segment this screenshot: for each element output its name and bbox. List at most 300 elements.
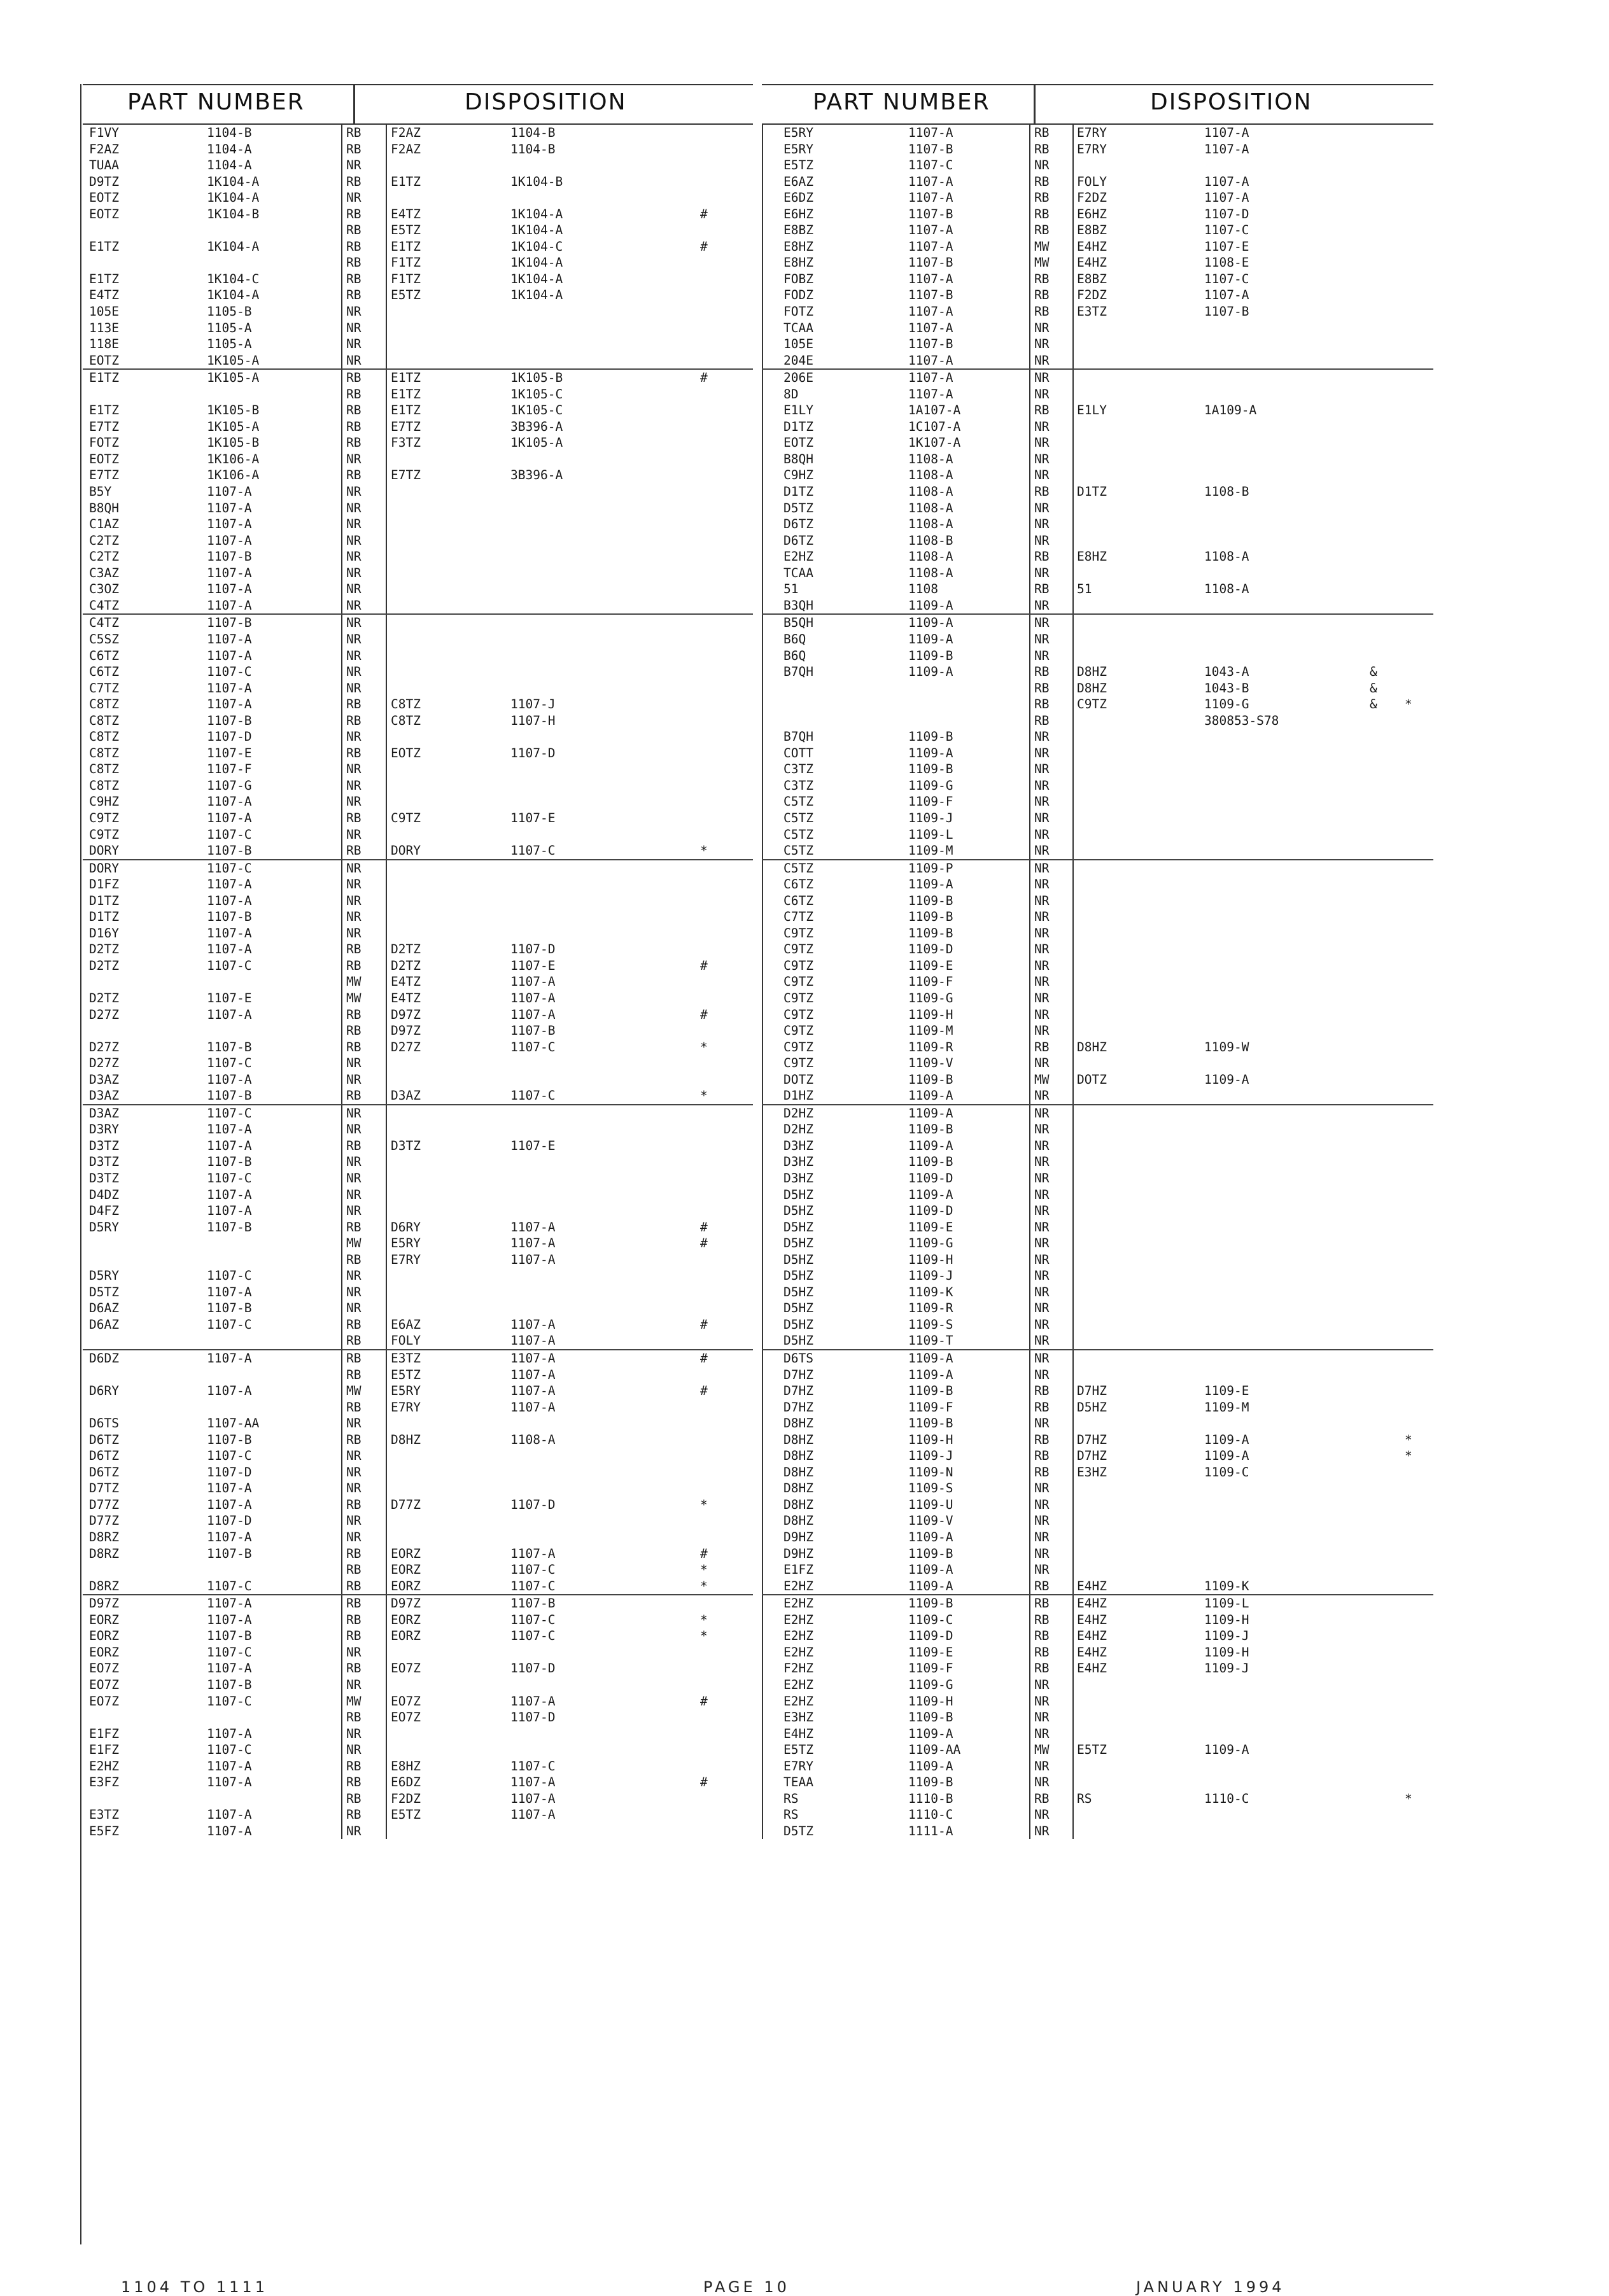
- left-table-row: [83, 1807, 753, 1823]
- new-prefix: EORZ: [391, 1612, 421, 1627]
- disposition-code: NR: [346, 631, 362, 647]
- part-prefix: D9TZ: [89, 174, 119, 189]
- part-base: 1107-A: [207, 1203, 252, 1219]
- new-base: 1109-H: [1204, 1644, 1249, 1660]
- part-base: 1K107-A: [908, 435, 961, 451]
- part-prefix: B6Q: [783, 631, 806, 647]
- part-base: 1K106-A: [207, 468, 260, 483]
- disposition-code: NR: [1034, 1236, 1050, 1251]
- left-table-row: [83, 1203, 753, 1219]
- new-base: 1107-C: [510, 1088, 556, 1103]
- part-prefix: E1TZ: [89, 403, 119, 418]
- part-base: 1109-H: [908, 1252, 953, 1267]
- new-base: 1107-C: [510, 1578, 556, 1593]
- new-base: 1107-A: [510, 1333, 556, 1348]
- new-prefix: E5TZ: [1077, 1742, 1107, 1758]
- part-prefix: D9HZ: [783, 1530, 813, 1545]
- part-prefix: E1FZ: [783, 1562, 813, 1578]
- part-base: 1107-A: [207, 1530, 252, 1545]
- new-base: 1107-C: [1204, 271, 1249, 286]
- left-table-row: [83, 1432, 753, 1448]
- part-prefix: D6TZ: [783, 533, 813, 548]
- new-prefix: F2DZ: [1077, 190, 1107, 206]
- part-base: 1109-G: [908, 778, 953, 793]
- disposition-code: RB: [346, 1219, 362, 1235]
- new-base: 1107-E: [510, 958, 556, 973]
- left-table-row: [83, 1513, 753, 1529]
- left-table-row: [83, 1072, 753, 1088]
- part-prefix: C3TZ: [783, 762, 813, 777]
- new-base: 1110-C: [1204, 1791, 1249, 1806]
- part-prefix: C1AZ: [89, 517, 119, 532]
- disposition-code: RB: [1034, 713, 1050, 728]
- new-prefix: D7HZ: [1077, 1448, 1107, 1464]
- part-prefix: E2HZ: [783, 1612, 813, 1627]
- right-table-row: [762, 565, 1433, 582]
- part-base: 1108-A: [908, 484, 953, 500]
- disposition-code: NR: [1034, 419, 1050, 434]
- disposition-code: RB: [1034, 1644, 1050, 1660]
- left-table-row: [83, 1529, 753, 1546]
- disposition-code: NR: [346, 1284, 362, 1299]
- disposition-code: RB: [346, 942, 362, 957]
- new-prefix: FOLY: [391, 1333, 421, 1348]
- new-prefix: EORZ: [391, 1628, 421, 1644]
- new-base: 1107-D: [510, 1497, 556, 1512]
- part-base: 1105-A: [207, 320, 252, 335]
- right-table-row: [762, 1007, 1433, 1023]
- disposition-code: RB: [1034, 206, 1050, 221]
- disposition-code: RB: [1034, 680, 1050, 696]
- left-table-row: [83, 1170, 753, 1187]
- part-base: 1107-A: [207, 1187, 252, 1202]
- part-base: 1109-F: [908, 974, 953, 990]
- part-prefix: C9TZ: [783, 942, 813, 957]
- left-table-row: [83, 843, 753, 859]
- part-prefix: D3TZ: [89, 1154, 119, 1170]
- new-prefix: E6DZ: [391, 1775, 421, 1790]
- left-table-row: [83, 778, 753, 794]
- part-prefix: TEAA: [783, 1775, 813, 1790]
- part-prefix: EOTZ: [783, 435, 813, 451]
- part-base: 1107-A: [207, 500, 252, 515]
- part-base: 1109-F: [908, 1399, 953, 1415]
- left-header-divider: [353, 85, 355, 125]
- left-table-row: [83, 1562, 753, 1578]
- part-prefix: 118E: [89, 337, 119, 352]
- left-table-row: [83, 271, 753, 288]
- part-base: 1107-A: [207, 533, 252, 548]
- new-prefix: D6RY: [391, 1219, 421, 1235]
- right-table-row: [762, 1464, 1433, 1481]
- left-table-row: [83, 1677, 753, 1693]
- part-prefix: C6TZ: [783, 877, 813, 892]
- part-prefix: D4FZ: [89, 1203, 119, 1219]
- new-prefix: E5TZ: [391, 288, 421, 303]
- disposition-code: NR: [346, 304, 362, 319]
- part-prefix: C2TZ: [89, 533, 119, 548]
- part-base: 1109-R: [908, 1301, 953, 1316]
- disposition-code: RB: [1034, 1612, 1050, 1627]
- left-table-row: [83, 1219, 753, 1236]
- left-table-row: [83, 1464, 753, 1481]
- right-table-row: [762, 745, 1433, 762]
- new-base: 1108-E: [1204, 255, 1249, 270]
- left-table-row: [83, 1284, 753, 1301]
- part-base: 1109-B: [908, 1416, 953, 1431]
- part-base: 1107-A: [908, 304, 953, 319]
- disposition-code: NR: [1034, 1481, 1050, 1496]
- part-base: 1107-A: [207, 1284, 252, 1299]
- new-base: 1107-A: [510, 1351, 556, 1366]
- left-table-row: [83, 1742, 753, 1758]
- part-base: 1107-E: [207, 745, 252, 760]
- part-prefix: E1TZ: [89, 271, 119, 286]
- disposition-code: RB: [346, 1775, 362, 1790]
- disposition-code: MW: [346, 1383, 362, 1399]
- disposition-code: NR: [1034, 942, 1050, 957]
- right-table-row: [762, 613, 1433, 631]
- disposition-code: MW: [1034, 1742, 1050, 1758]
- right-table-row: [762, 794, 1433, 810]
- disposition-code: NR: [1034, 729, 1050, 745]
- part-base: 1109-B: [908, 1596, 953, 1611]
- right-table-row: [762, 974, 1433, 990]
- left-table-row: [83, 1758, 753, 1775]
- new-prefix: D77Z: [391, 1497, 421, 1512]
- new-base: 1043-B: [1204, 680, 1249, 696]
- part-base: 1107-A: [207, 1596, 252, 1611]
- part-base: 1109-D: [908, 1628, 953, 1644]
- disposition-code: RB: [346, 1252, 362, 1267]
- right-table-row: [762, 1383, 1433, 1399]
- disposition-code: RB: [1034, 304, 1050, 319]
- part-prefix: D3TZ: [89, 1171, 119, 1186]
- disposition-code: NR: [1034, 794, 1050, 809]
- disposition-code: NR: [346, 1301, 362, 1316]
- right-table-row: [762, 1072, 1433, 1088]
- part-base: 1107-A: [207, 925, 252, 941]
- right-table-row: [762, 1317, 1433, 1333]
- right-table-row: [762, 648, 1433, 664]
- part-prefix: D5HZ: [783, 1333, 813, 1348]
- disposition-code: NR: [1034, 1367, 1050, 1382]
- mark-2: *: [1405, 697, 1412, 712]
- disposition-code: RB: [346, 468, 362, 483]
- part-base: 1107-A: [207, 877, 252, 892]
- part-prefix: E1TZ: [89, 239, 119, 254]
- new-prefix: F2DZ: [391, 1791, 421, 1806]
- disposition-code: NR: [346, 648, 362, 663]
- disposition-code: NR: [1034, 810, 1050, 825]
- new-base: 1K104-A: [510, 288, 563, 303]
- part-prefix: COTT: [783, 745, 813, 760]
- right-table-row: [762, 125, 1433, 141]
- disposition-code: RB: [346, 1039, 362, 1054]
- disposition-code: NR: [1034, 435, 1050, 451]
- new-prefix: EORZ: [391, 1562, 421, 1578]
- new-prefix: D1TZ: [1077, 484, 1107, 500]
- disposition-code: NR: [1034, 1416, 1050, 1431]
- part-prefix: D2HZ: [783, 1105, 813, 1121]
- part-base: 1109-G: [908, 990, 953, 1005]
- part-base: 1107-B: [908, 337, 953, 352]
- part-base: 1107-A: [908, 370, 953, 386]
- disposition-code: RB: [346, 435, 362, 451]
- part-base: 1109-A: [908, 1105, 953, 1121]
- new-prefix: F2DZ: [1077, 288, 1107, 303]
- disposition-code: RB: [346, 745, 362, 760]
- new-base: 1107-A: [510, 1383, 556, 1399]
- part-base: 1109-R: [908, 1039, 953, 1054]
- part-base: 1109-S: [908, 1317, 953, 1332]
- left-table-row: [83, 1383, 753, 1399]
- mark: #: [700, 958, 708, 973]
- disposition-code: NR: [1034, 1219, 1050, 1235]
- new-base: 1107-C: [510, 1628, 556, 1644]
- disposition-code: MW: [1034, 239, 1050, 254]
- part-base: 1109-L: [908, 827, 953, 842]
- part-prefix: C6TZ: [89, 648, 119, 663]
- part-prefix: E7TZ: [89, 419, 119, 434]
- part-base: 1109-A: [908, 1758, 953, 1774]
- new-base: 1109-J: [1204, 1661, 1249, 1676]
- mark: #: [700, 1351, 708, 1366]
- new-prefix: DOTZ: [1077, 1072, 1107, 1087]
- right-table-row: [762, 1807, 1433, 1823]
- part-base: 1105-A: [207, 337, 252, 352]
- disposition-code: RB: [346, 1546, 362, 1561]
- part-base: 1107-C: [207, 1105, 252, 1121]
- part-prefix: C8TZ: [89, 713, 119, 728]
- part-prefix: EOTZ: [89, 190, 119, 206]
- new-prefix: E7TZ: [391, 468, 421, 483]
- part-prefix: TCAA: [783, 320, 813, 335]
- left-table-row: [83, 925, 753, 942]
- part-prefix: D8HZ: [783, 1416, 813, 1431]
- part-prefix: E3FZ: [89, 1775, 119, 1790]
- disposition-code: NR: [1034, 843, 1050, 858]
- part-base: 1109-U: [908, 1497, 953, 1512]
- new-base: 1109-C: [1204, 1464, 1249, 1480]
- new-prefix: E4HZ: [1077, 1596, 1107, 1611]
- right-table-row: [762, 271, 1433, 288]
- new-prefix: E7TZ: [391, 419, 421, 434]
- part-base: 1109-B: [908, 1775, 953, 1790]
- disposition-code: NR: [346, 1154, 362, 1170]
- disposition-code: NR: [1034, 1807, 1050, 1823]
- part-prefix: C5TZ: [783, 794, 813, 809]
- new-prefix: E5TZ: [391, 223, 421, 238]
- part-prefix: B5QH: [783, 615, 813, 631]
- part-base: 1107-B: [207, 1301, 252, 1316]
- left-table-row: [83, 1121, 753, 1138]
- new-base: 1107-E: [1204, 239, 1249, 254]
- part-base: 1K104-A: [207, 174, 260, 189]
- part-prefix: 113E: [89, 320, 119, 335]
- new-base: 1107-C: [510, 1039, 556, 1054]
- right-disposition-heading: DISPOSITION: [1150, 89, 1312, 115]
- right-table-row: [762, 549, 1433, 565]
- part-base: 1108-A: [908, 500, 953, 515]
- footer-page: PAGE 10: [703, 2278, 790, 2296]
- disposition-code: NR: [1034, 615, 1050, 631]
- left-table-row: [83, 1367, 753, 1383]
- right-table-row: [762, 893, 1433, 909]
- right-table-row: [762, 353, 1433, 369]
- part-base: 1107-A: [207, 1138, 252, 1153]
- part-base: 1107-A: [207, 582, 252, 597]
- right-table-row: [762, 386, 1433, 403]
- left-table-row: [83, 157, 753, 174]
- part-prefix: EO7Z: [89, 1677, 119, 1692]
- disposition-code: NR: [346, 320, 362, 335]
- part-prefix: EORZ: [89, 1644, 119, 1660]
- disposition-code: RB: [1034, 582, 1050, 597]
- disposition-code: NR: [1034, 762, 1050, 777]
- right-table-row: [762, 664, 1433, 680]
- disposition-code: NR: [346, 1742, 362, 1758]
- left-table-row: [83, 1235, 753, 1252]
- part-prefix: E2HZ: [89, 1758, 119, 1774]
- left-table-row: [83, 320, 753, 337]
- new-base: 1107-J: [510, 697, 556, 712]
- part-prefix: D6TZ: [783, 517, 813, 532]
- right-table-row: [762, 729, 1433, 745]
- part-prefix: E8HZ: [783, 255, 813, 270]
- part-base: 1107-A: [207, 1775, 252, 1790]
- new-base: 1K105-B: [510, 370, 563, 386]
- part-prefix: C8TZ: [89, 745, 119, 760]
- disposition-code: NR: [346, 1677, 362, 1692]
- part-prefix: C3OZ: [89, 582, 119, 597]
- disposition-code: NR: [1034, 909, 1050, 925]
- part-base: 1109-A: [908, 1578, 953, 1593]
- disposition-code: RB: [346, 1710, 362, 1725]
- mark: &: [1370, 664, 1377, 680]
- right-table-row: [762, 206, 1433, 223]
- part-base: 1C107-A: [908, 419, 961, 434]
- left-table-row: [83, 648, 753, 664]
- new-base: 1107-E: [510, 1138, 556, 1153]
- part-base: 1107-A: [207, 1823, 252, 1838]
- disposition-code: NR: [346, 860, 362, 876]
- part-base: 1107-A: [207, 893, 252, 908]
- right-table-row: [762, 1644, 1433, 1661]
- disposition-code: RB: [1034, 697, 1050, 712]
- disposition-code: RB: [346, 271, 362, 286]
- part-base: 1109-V: [908, 1513, 953, 1529]
- left-part-number-heading: PART NUMBER: [127, 89, 305, 115]
- left-table-row: [83, 239, 753, 255]
- left-table-row: [83, 565, 753, 582]
- disposition-code: NR: [1034, 827, 1050, 842]
- disposition-code: NR: [346, 158, 362, 173]
- right-table-row: [762, 1791, 1433, 1807]
- right-table-row: [762, 402, 1433, 419]
- left-table-row: [83, 859, 753, 877]
- mark-2: *: [1405, 1432, 1412, 1447]
- part-base: 1107-A: [908, 386, 953, 402]
- disposition-code: NR: [1034, 1138, 1050, 1153]
- right-table-row: [762, 1578, 1433, 1595]
- new-prefix: FOLY: [1077, 174, 1107, 189]
- part-base: 1107-A: [207, 1351, 252, 1366]
- left-table-row: [83, 1023, 753, 1039]
- part-prefix: D5HZ: [783, 1252, 813, 1267]
- new-prefix: 51: [1077, 582, 1092, 597]
- part-prefix: D6TS: [89, 1416, 119, 1431]
- mark: *: [700, 1497, 708, 1512]
- disposition-code: NR: [1034, 1823, 1050, 1838]
- part-prefix: RS: [783, 1807, 799, 1823]
- disposition-code: NR: [346, 1481, 362, 1496]
- new-base: 1K104-A: [510, 255, 563, 270]
- part-prefix: C5TZ: [783, 827, 813, 842]
- part-prefix: D27Z: [89, 1039, 119, 1054]
- right-table-row: [762, 925, 1433, 942]
- part-prefix: EO7Z: [89, 1661, 119, 1676]
- part-base: 1107-A: [908, 271, 953, 286]
- disposition-code: RB: [1034, 1039, 1050, 1054]
- part-prefix: C7TZ: [783, 909, 813, 925]
- disposition-code: RB: [346, 1007, 362, 1022]
- disposition-code: NR: [1034, 990, 1050, 1005]
- left-table-row: [83, 1154, 753, 1170]
- left-table-row: [83, 893, 753, 909]
- part-base: 1109-A: [908, 877, 953, 892]
- disposition-code: RB: [346, 1758, 362, 1774]
- new-base: 1109-H: [1204, 1612, 1249, 1627]
- disposition-code: RB: [1034, 1661, 1050, 1676]
- new-base: 1107-B: [510, 1596, 556, 1611]
- part-prefix: C9TZ: [89, 810, 119, 825]
- left-table-row: [83, 1709, 753, 1726]
- new-prefix: EO7Z: [391, 1661, 421, 1676]
- part-prefix: E4HZ: [783, 1726, 813, 1741]
- part-prefix: C9TZ: [783, 1023, 813, 1039]
- left-table-row: [83, 745, 753, 762]
- part-prefix: D3RY: [89, 1122, 119, 1137]
- part-prefix: E6DZ: [783, 190, 813, 206]
- disposition-code: NR: [1034, 533, 1050, 548]
- right-table-header: [762, 84, 1433, 125]
- mark: #: [700, 206, 708, 221]
- part-base: 1109-G: [908, 1236, 953, 1251]
- disposition-code: NR: [1034, 1122, 1050, 1137]
- part-prefix: E7TZ: [89, 468, 119, 483]
- left-table-row: [83, 1268, 753, 1284]
- part-prefix: D97Z: [89, 1596, 119, 1611]
- new-prefix: E4TZ: [391, 206, 421, 221]
- disposition-code: NR: [346, 1171, 362, 1186]
- left-table-row: [83, 581, 753, 598]
- part-prefix: D6TZ: [89, 1432, 119, 1447]
- disposition-code: NR: [1034, 1007, 1050, 1022]
- right-table-row: [762, 909, 1433, 925]
- new-base: 1107-D: [510, 942, 556, 957]
- part-base: 1107-A: [207, 810, 252, 825]
- left-table-row: [83, 386, 753, 403]
- disposition-code: NR: [1034, 925, 1050, 941]
- disposition-code: RB: [1034, 403, 1050, 418]
- part-base: 1107-A: [207, 680, 252, 696]
- part-prefix: D5HZ: [783, 1317, 813, 1332]
- part-base: 1K105-B: [207, 403, 260, 418]
- part-prefix: FOTZ: [89, 435, 119, 451]
- disposition-code: NR: [346, 1644, 362, 1660]
- new-prefix: RS: [1077, 1791, 1092, 1806]
